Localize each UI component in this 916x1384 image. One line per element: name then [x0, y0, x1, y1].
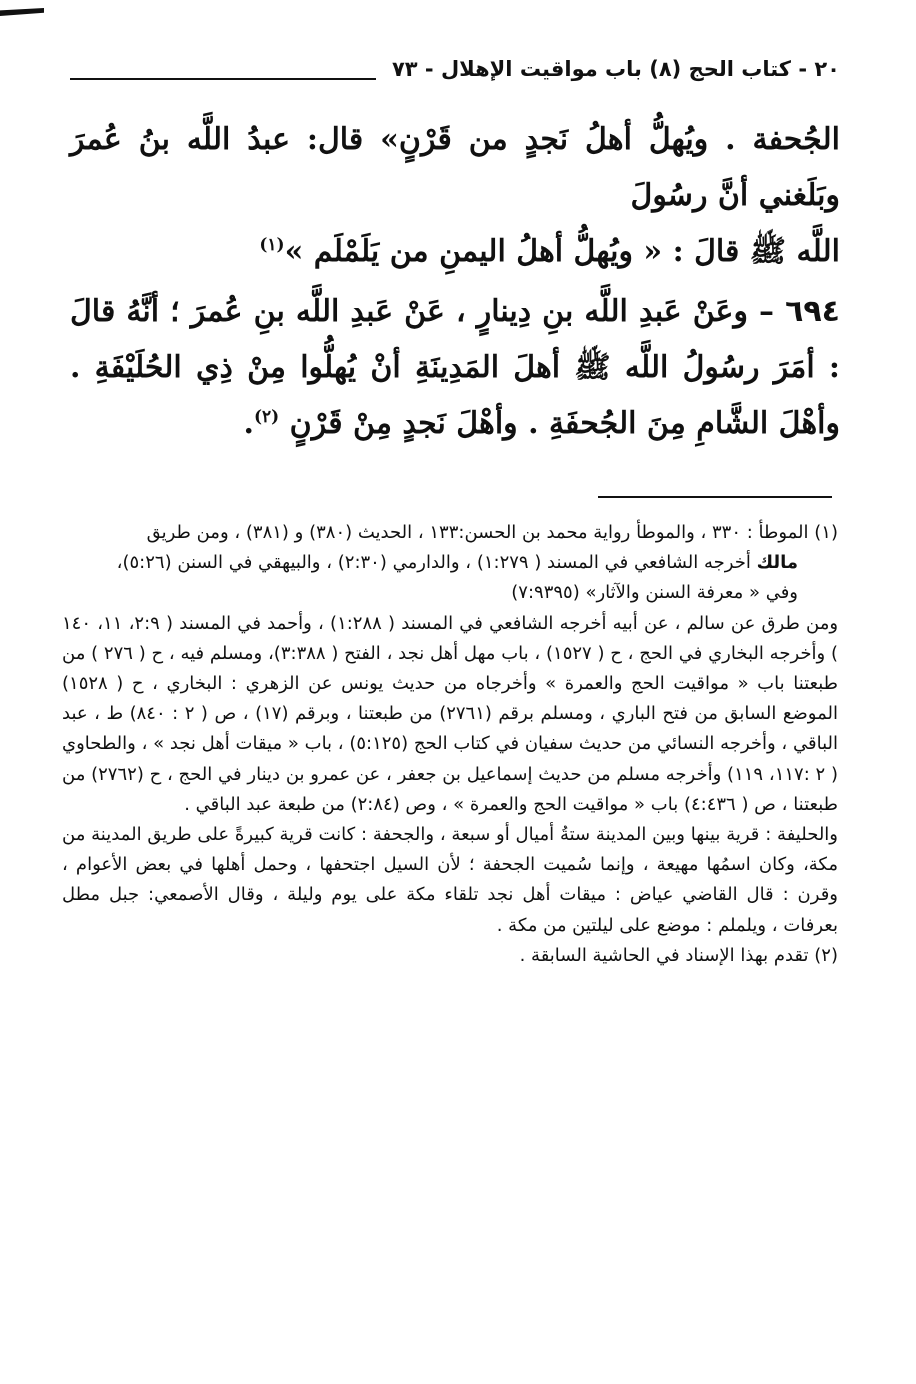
hadith-text: – وعَنْ عَبدِ اللَّه بنِ دِينارٍ ، عَنْ عَبدِ اللَّه بنِ عُمرَ ؛ أنَّهُ قالَ : أمَرَ رسُولُ اللَّه ﷺ أهلَ المَدِينَةِ أنْ يُهلُّوا مِنْ ذِي الحُلَيْفَةِ . وأهْلَ الشَّامِ مِنَ الجُحفَةِ . وأهْلَ نَجدٍ مِنْ قَرْنٍ: [70, 294, 840, 441]
main-text: [70, 112, 840, 452]
footnote-1-malik: مالك: [756, 552, 798, 574]
scan-edge-mark: [0, 8, 44, 16]
footnote-1-para-2: ومن طرق عن سالم ، عن أبيه أخرجه الشافعي في المسند ( ١:٢٨٨) ، وأحمد في المسند ( ٢:٩، ١١، ١٤٠ ) وأخرجه البخاري في الحج ، ح ( ١٥٢٧) ، باب مهل أهل نجد ، الفتح ( ٣:٣٨٨)، ومسلم فيه ، ح ( ٢٧٦ ) من طبعتنا باب « مواقيت الحج والعمرة » وأخرجاه من حديث يونس عن الزهري : البخاري ، ح ( ١٥٢٨) الموضع السابق من فتح الباري ، ومسلم برقم (٢٧٦١) من طبعتنا ، وبرقم (١٧) ، ص ( ٢ : ٨٤٠) ط ، عبد الباقي ، وأخرجه النسائي من حديث سفيان في كتاب الحج (٥:١٢٥) ، باب « ميقات أهل نجد » ، والطحاوي ( ٢ :١١٧، ١١٩) وأخرجه مسلم من حديث إسماعيل بن جعفر ، عن عمرو بن دينار في الحج ، ح (٢٧٦٢) من طبعتنا ، ص ( ٤:٤٣٦) باب « مواقيت الحج والعمرة » ، وص (٢:٨٤) من طبعة عبد الباقي .: [62, 612, 839, 815]
hadith-number: ٦٩٤: [785, 294, 840, 329]
footnote-1-line-3: وفي « معرفة السنن والآثار» (٧:٩٣٩٥): [511, 582, 798, 604]
footnote-ref-1[interactable]: (١): [259, 235, 285, 255]
footnote-1-line-2: مالك أخرجه الشافعي في المسند ( ١:٢٧٩) ، والدارمي (٢:٣٠) ، والبيهقي في السنن (٥:٢٦)،: [116, 552, 798, 574]
header-title: ٢٠ - كتاب الحج (٨) باب مواقيت الإهلال - ٧٣: [391, 57, 840, 81]
carry-over-line-2: اللَّه ﷺ قالَ : « ويُهلُّ أهلُ اليمنِ من يَلَمْلَم »$^{(١)}$: [259, 234, 840, 269]
footnote-1-line-1: (١) الموطأ : ٣٣٠ ، والموطأ رواية محمد بن الحسن:١٣٣ ، الحديث (٣٨٠) و (٣٨١) ، ومن طريق: [146, 522, 838, 543]
footnote-separator: [598, 496, 832, 498]
footnote-ref-2[interactable]: (٢): [253, 407, 280, 427]
carry-over-line-1: الجُحفة . ويُهلُّ أهلُ نَجدٍ من قَرْنٍ» قال: عبدُ اللَّه بنُ عُمرَ وبَلَغني أنَّ رسُولَ: [70, 122, 840, 213]
footnote-2: (٢) تقدم بهذا الإسناد في الحاشية السابقة .: [519, 944, 838, 966]
header-rule: [70, 78, 376, 80]
footnote-1-para-3: والحليفة : قرية بينها وبين المدينة ستةُ أميال أو سبعة ، والجحفة : كانت قرية كبيرةً على طريق المدينة من مكة، وكان اسمُها مهيعة ، وإنما سُميت الجحفة ؛ لأن السيل اجتحفها ، وحمل أهلها في بعض الأعوام ، وقرن : قال القاضي عياض : ميقات أهل نجد تلقاء مكة على يوم وليلة ، وقال الأصمعي: جبل مطل بعرفات ، ويلملم : موضع على ليلتين من مكة .: [62, 824, 838, 936]
hadith-694: ٦٩٤ – وعَنْ عَبدِ اللَّه بنِ دِينارٍ ، عَنْ عَبدِ اللَّه بنِ عُمرَ ؛ أنَّهُ قالَ : أمَرَ رسُولُ اللَّه ﷺ أهلَ المَدِينَةِ أنْ يُهلُّوا مِنْ ذِي الحُلَيْفَةِ . وأهْلَ الشَّامِ مِنَ الجُحفَةِ . وأهْلَ نَجدٍ مِنْ قَرْنٍ $^{(٢)}$.: [70, 294, 840, 441]
footnotes: [62, 518, 838, 971]
running-header: [70, 44, 840, 84]
